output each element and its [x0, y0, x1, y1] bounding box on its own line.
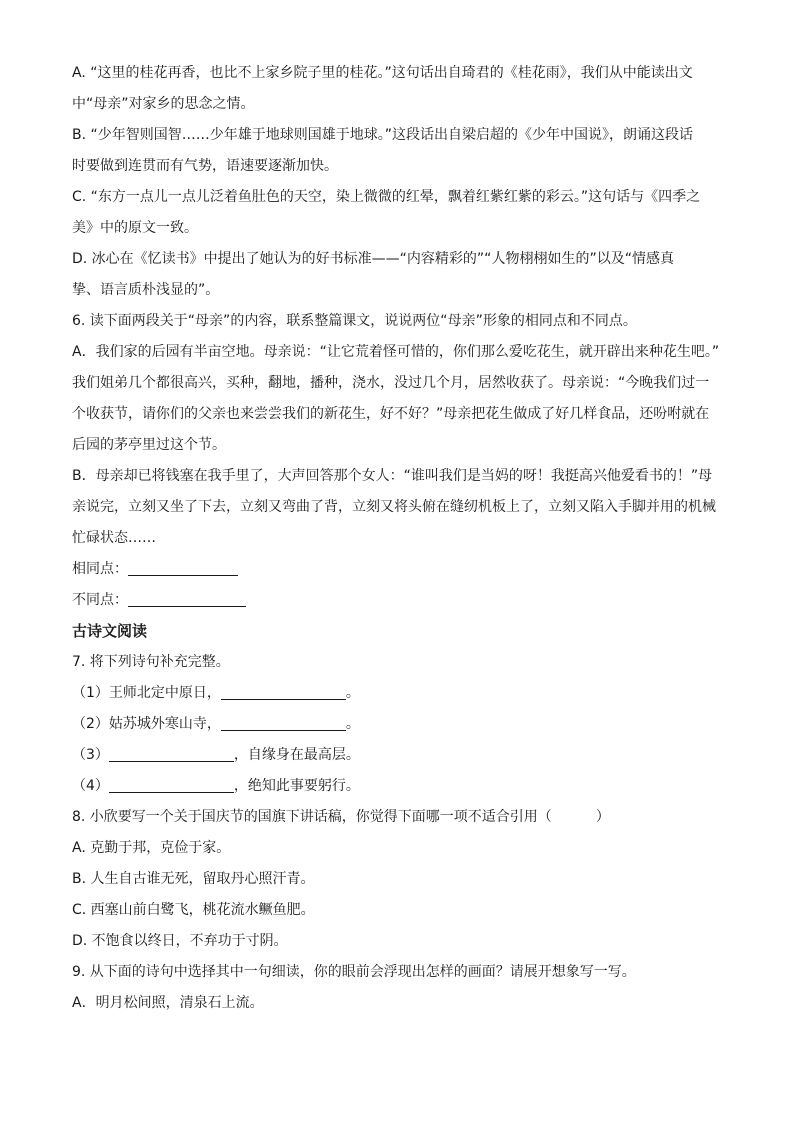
q5-option-b-line2: 时要做到连贯而有气势，语速要逐渐加快。	[72, 158, 338, 174]
q6-stem: 6. 读下面两段关于“母亲”的内容，联系整篇课文，说说两位“母亲”形象的相同点和不同点。	[72, 313, 637, 329]
q8-stem-suffix: ）	[595, 809, 610, 825]
q6-passage-b-line2: 亲说完，立刻又坐了下去，立刻又弯曲了背，立刻又将头俯在缝纫机板上了，立刻又陷入手脚并用的机械	[72, 499, 716, 515]
q7-item-3-suffix: ，自缘身在最高层。	[233, 747, 360, 763]
q8-stem	[72, 802, 732, 833]
q6-diff-label: 不同点：	[72, 592, 128, 608]
q7-item-2-blank[interactable]	[221, 714, 346, 731]
q7-item-1-prefix: （1）王师北定中原日，	[72, 685, 221, 701]
q7-item-4-suffix: ，绝知此事要躬行。	[233, 778, 360, 794]
q6-same-answer-blank[interactable]	[128, 559, 238, 576]
q8-option-a: A. 克勤于邦，克俭于家。	[72, 840, 231, 856]
q7-item-2-suffix: 。	[345, 716, 360, 732]
q5-option-d-line2: 挚、语言质朴浅显的”。	[72, 282, 220, 298]
q7-item-1	[72, 678, 732, 709]
q5-option-a-line1: A. “这里的桂花再香，也比不上家乡院子里的桂花。”这句话出自琦君的《桂花雨》，我们从中能读出文	[72, 65, 693, 81]
q7-item-3-blank[interactable]	[109, 745, 234, 762]
q7-item-1-suffix: 。	[345, 685, 360, 701]
document-page	[72, 58, 732, 1019]
q5-option-c-line2: 美》中的原文一致。	[72, 220, 198, 236]
q7-item-4-prefix: （4）	[72, 778, 109, 794]
q6-passage-a-line3: 个收获节，请你们的父亲也来尝尝我们的新花生，好不好？”母亲把花生做成了好几样食品，还吩咐就在	[72, 406, 710, 422]
section-title: 古诗文阅读	[72, 622, 148, 640]
q5-option-b-line1: B. “少年智则国智……少年雄于地球则国雄于地球。”这段话出自梁启超的《少年中国说》，朗诵这段话	[72, 127, 694, 143]
q7-item-2-prefix: （2）姑苏城外寒山寺，	[72, 716, 221, 732]
q6-same-row	[72, 554, 732, 585]
q5-option-a-line2: 中“母亲”对家乡的思念之情。	[72, 96, 255, 112]
q7-item-2	[72, 709, 732, 740]
q6-passage-b-line1: B．母亲却已将钱塞在我手里了，大声回答那个女人：“谁叫我们是当妈的呀！我挺高兴他爱看书的！”母	[72, 468, 713, 484]
q5-option-c-line1: C. “东方一点儿一点儿泛着鱼肚色的天空，染上微微的红晕，飘着红紫红紫的彩云。”这句话与《四季之	[72, 189, 701, 205]
q7-item-4-blank[interactable]	[109, 776, 234, 793]
q6-passage-b-line3: 忙碌状态……	[72, 530, 156, 546]
q7-item-3-prefix: （3）	[72, 747, 109, 763]
q6-diff-row	[72, 585, 732, 616]
q6-passage-a-line1: A．我们家的后园有半亩空地。母亲说：“让它荒着怪可惜的，你们那么爱吃花生，就开辟出来种花生吧。”	[72, 344, 720, 360]
q8-option-c: C. 西塞山前白鹭飞，桃花流水鳜鱼肥。	[72, 902, 315, 918]
q7-item-4	[72, 771, 732, 802]
q5-option-d-line1: D. 冰心在《忆读书》中提出了她认为的好书标准——“内容精彩的”“人物栩栩如生的”以及“情感真	[72, 251, 674, 267]
q7-stem: 7. 将下列诗句补充完整。	[72, 654, 230, 670]
q7-item-3	[72, 740, 732, 771]
q7-item-1-blank[interactable]	[221, 683, 346, 700]
q8-option-b: B. 人生自古谁无死，留取丹心照汗青。	[72, 871, 315, 887]
q6-passage-a-line2: 我们姐弟几个都很高兴，买种，翻地，播种，浇水，没过几个月，居然收获了。母亲说：“今晚我们过一	[72, 375, 710, 391]
q9-stem: 9. 从下面的诗句中选择其中一句细读，你的眼前会浮现出怎样的画面？请展开想象写一写。	[72, 964, 636, 980]
q6-diff-answer-blank[interactable]	[128, 590, 246, 607]
q8-option-d: D. 不饱食以终日，不弃功于寸阴。	[72, 933, 288, 949]
q6-passage-a-line4: 后园的茅亭里过这个节。	[72, 437, 226, 453]
q8-stem-prefix: 8. 小欣要写一个关于国庆节的国旗下讲话稿，你觉得下面哪一项不适合引用（	[72, 809, 552, 825]
q6-same-label: 相同点：	[72, 561, 128, 577]
q9-option-a: A．明月松间照，清泉石上流。	[72, 995, 264, 1011]
